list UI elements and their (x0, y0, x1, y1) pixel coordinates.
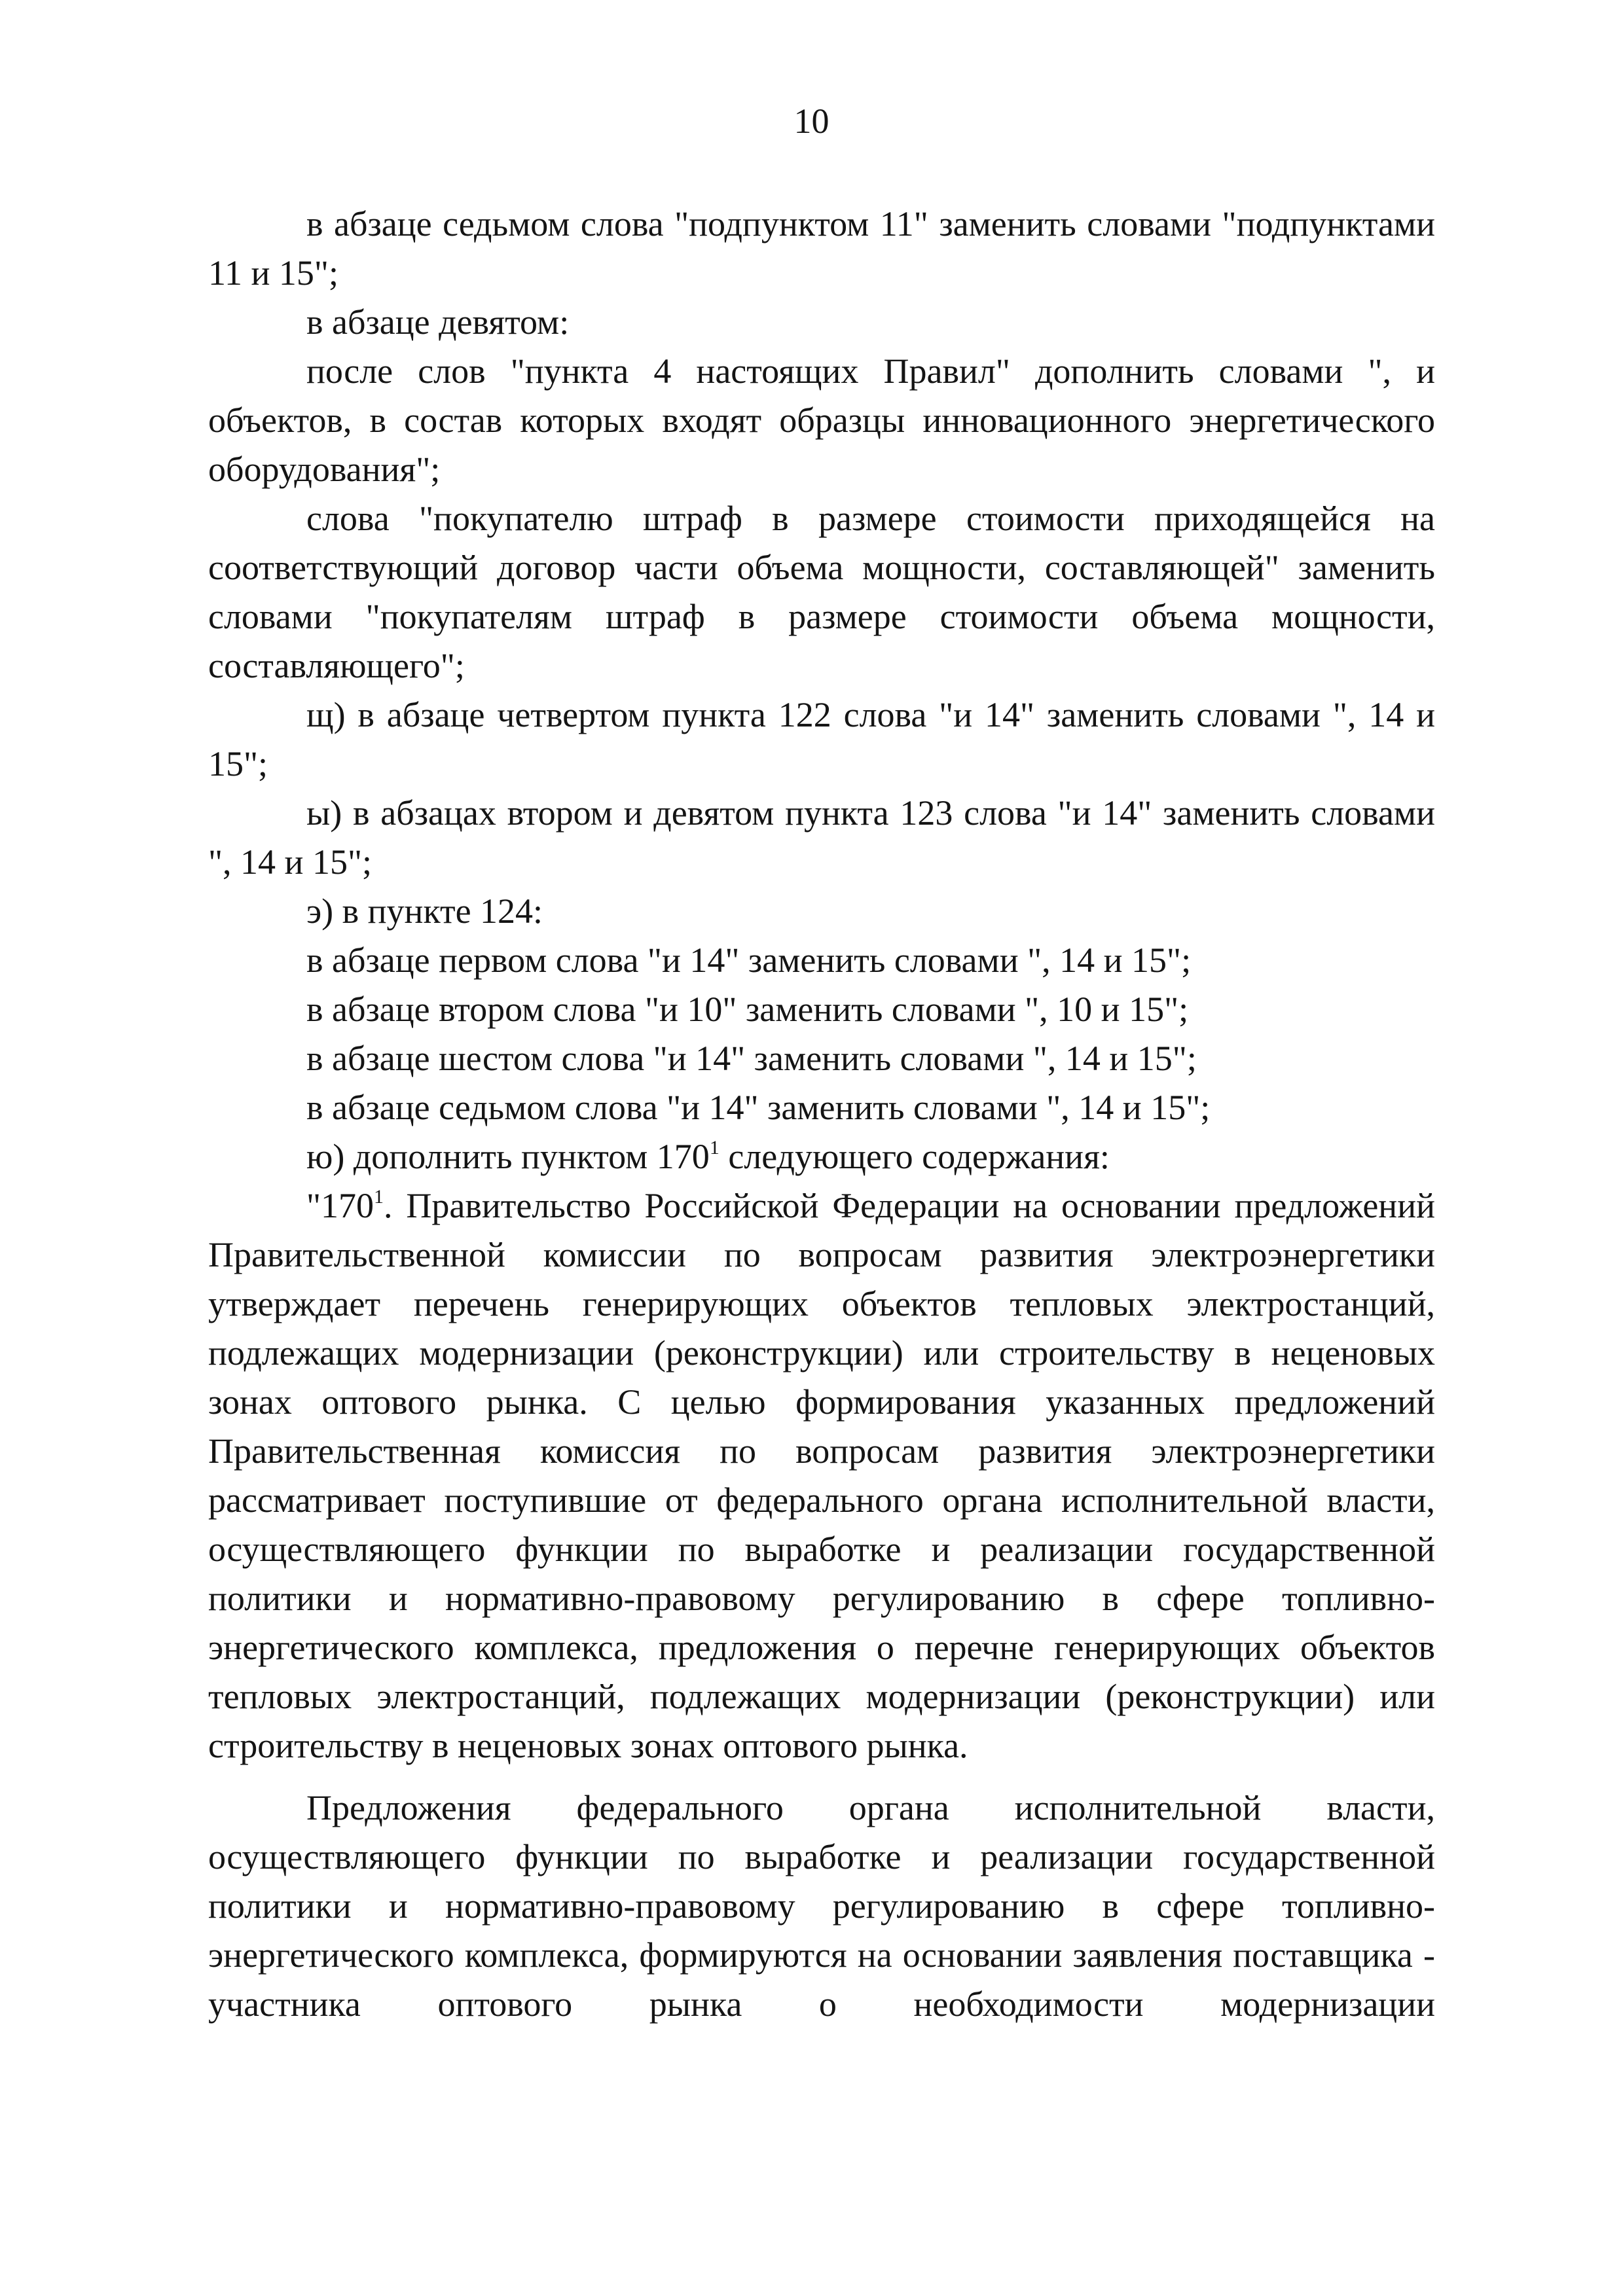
paragraph-posle-slov: после слов "пункта 4 настоящих Правил" дополнить словами ", и объектов, в состав которых входят образцы инновационного энергетического оборудования"; (208, 351, 1435, 489)
paragraph-item-e: э) в пункте 124: (306, 891, 543, 931)
point-170-body: . Правительство Российской Федерации на основании предложений Правительственной комиссии по вопросам развития электроэнергетики утверждает перечень генерирующих объектов тепловых электростанций, подлежащих модернизации (реконструкции) или строительству в неценовых зонах оптового рынка. С целью формирования указанных предложений Правительственная комиссия по вопросам развития электроэнергетики рассматривает поступившие от федерального органа исполнительной власти, осуществляющего функции по выработке и реализации государственной политики и нормативно-правовому регулированию в сфере топливно-энергетического комплекса, предложения о перечне генерирующих объектов тепловых электростанций, подлежащих модернизации (реконструкции) или строительству в неценовых зонах оптового рынка. (208, 1186, 1435, 1765)
paragraph-124-abzac-2: в абзаце втором слова "и 10" заменить словами ", 10 и 15"; (306, 990, 1189, 1029)
paragraph-item-shch: щ) в абзаце четвертом пункта 122 слова "и 14" заменить словами ", 14 и 15"; (208, 695, 1435, 783)
paragraph-abzac-7: в абзаце седьмом слова "подпунктом 11" заменить словами "подпунктами 11 и 15"; (208, 204, 1435, 293)
superscript: 1 (374, 1186, 384, 1208)
paragraph-item-y: ы) в абзацах втором и девятом пункта 123 слова "и 14" заменить словами ", 14 и 15"; (208, 793, 1435, 882)
paragraph-124-abzac-7: в абзаце седьмом слова "и 14" заменить словами ", 14 и 15"; (306, 1088, 1211, 1127)
paragraph-spacer (208, 1770, 1435, 1784)
paragraph-predlozheniya: Предложения федерального органа исполнительной власти, осуществляющего функции по выработке и реализации государственной политики и нормативно-правовому регулированию в сфере топливно-энергетического комплекса, формируются на основании заявления поставщика - участника оптового рынка о необходимости модернизации (208, 1788, 1435, 2024)
paragraph-124-abzac-1: в абзаце первом слова "и 14" заменить словами ", 14 и 15"; (306, 941, 1192, 980)
paragraph-124-abzac-6: в абзаце шестом слова "и 14" заменить словами ", 14 и 15"; (306, 1039, 1197, 1078)
paragraph-abzac-9: в абзаце девятом: (306, 302, 570, 342)
paragraph-point-170-1 (208, 1181, 1435, 1770)
paragraph-item-yu (208, 1132, 1435, 1181)
point-170-number: "170 (306, 1186, 374, 1225)
item-yu-text: ю) дополнить пунктом 170 (306, 1137, 710, 1176)
page-number: 10 (793, 101, 830, 141)
item-yu-text-end: следующего содержания: (719, 1137, 1110, 1176)
superscript: 1 (709, 1137, 720, 1158)
document-body (208, 200, 1435, 2029)
paragraph-slova-pokupatelyu: слова "покупателю штраф в размере стоимости приходящейся на соответствующий договор части объема мощности, составляющей" заменить словами "покупателям штраф в размере стоимости объема мощности, составляющего"; (208, 499, 1435, 685)
